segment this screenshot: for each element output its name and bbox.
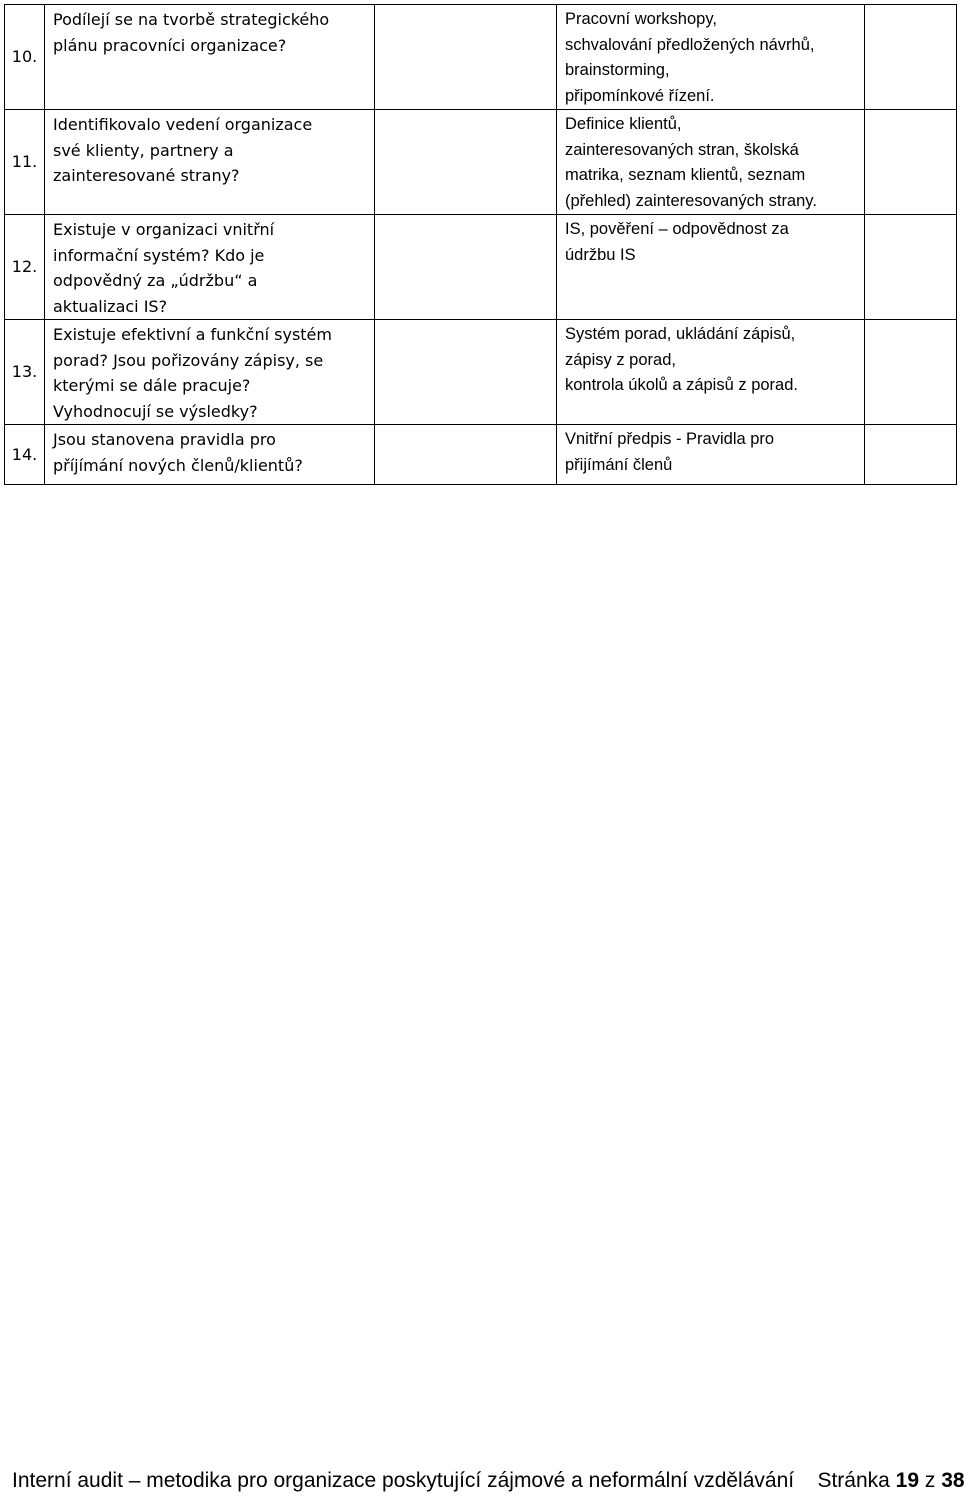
empty-cell — [865, 110, 957, 215]
evidence-cell: IS, pověření – odpovědnost za údržbu IS — [557, 215, 865, 320]
empty-cell — [865, 425, 957, 485]
row-number: 14. — [5, 425, 45, 485]
page-total: 38 — [941, 1469, 965, 1492]
page-label: Stránka — [817, 1469, 890, 1492]
empty-cell — [375, 320, 557, 425]
footer-title: Interní audit – metodika pro organizace poskytující zájmové a neformální vzdělávání — [12, 1469, 795, 1492]
row-number: 10. — [5, 5, 45, 110]
table-row — [5, 425, 957, 485]
evidence-cell: Systém porad, ukládání zápisů, zápisy z porad, kontrola úkolů a zápisů z porad. — [557, 320, 865, 425]
evidence-cell: Definice klientů, zainteresovaných stran, školská matrika, seznam klientů, seznam (přehled) zainteresovaných strany. — [557, 110, 865, 215]
row-number: 11. — [5, 110, 45, 215]
table-row — [5, 5, 957, 110]
empty-cell — [865, 215, 957, 320]
table-row — [5, 110, 957, 215]
table-row — [5, 320, 957, 425]
audit-question: Podílejí se na tvorbě strategického plánu pracovníci organizace? — [45, 5, 375, 110]
empty-cell — [375, 215, 557, 320]
page-separator: z — [924, 1469, 936, 1492]
audit-question: Identifikovalo vedení organizace své klienty, partnery a zainteresované strany? — [45, 110, 375, 215]
audit-checklist-table — [4, 4, 957, 485]
empty-cell — [375, 110, 557, 215]
evidence-cell: Vnitřní předpis - Pravidla pro přijímání členů — [557, 425, 865, 485]
evidence-cell: Pracovní workshopy, schvalování předložených návrhů, brainstorming, připomínkové řízení. — [557, 5, 865, 110]
empty-cell — [865, 5, 957, 110]
page-current: 19 — [895, 1469, 920, 1492]
row-number: 12. — [5, 215, 45, 320]
table-row — [5, 215, 957, 320]
empty-cell — [865, 320, 957, 425]
audit-question: Existuje efektivní a funkční systém porad? Jsou pořizovány zápisy, se kterými se dále pracuje? Vyhodnocují se výsledky? — [45, 320, 375, 425]
audit-question: Jsou stanovena pravidla pro příjímání nových členů/klientů? — [45, 425, 375, 485]
audit-question: Existuje v organizaci vnitřní informační systém? Kdo je odpovědný za „údržbu“ a aktualizaci IS? — [45, 215, 375, 320]
row-number: 13. — [5, 320, 45, 425]
empty-cell — [375, 5, 557, 110]
empty-cell — [375, 425, 557, 485]
page-footer — [12, 1467, 965, 1495]
